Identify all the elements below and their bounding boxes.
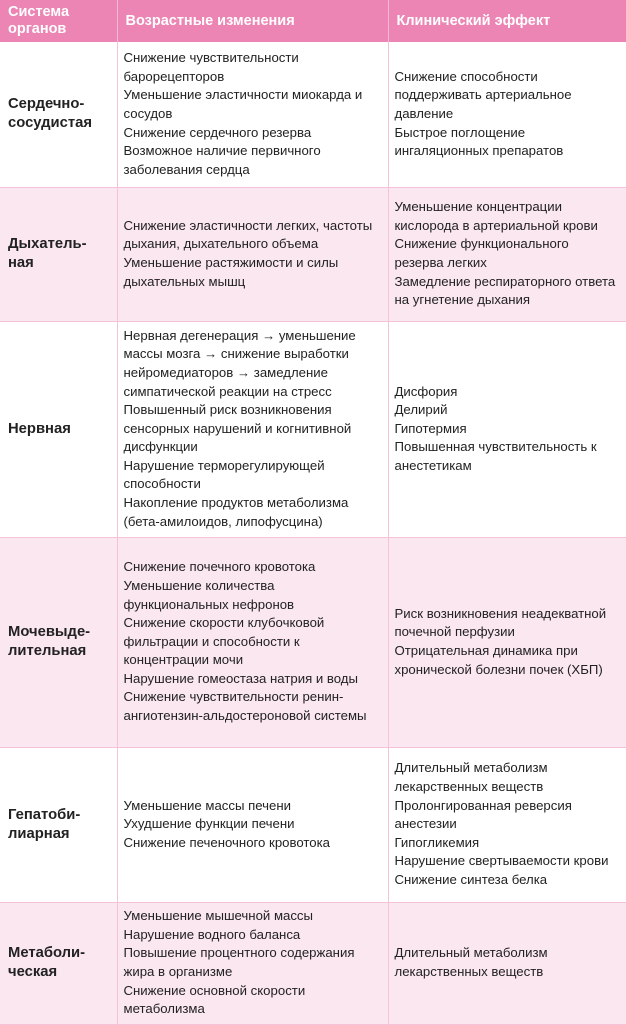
effect-item: Быстрое поглощение ингаляционных препаратов <box>394 124 564 159</box>
effect-item: Дисфория <box>394 383 458 399</box>
change-item: Нервная дегенерация → уменьшение массы мозга → снижение выработки нейромедиаторов → замедление симпатической реакции на стресс <box>123 327 356 399</box>
effects-cell <box>388 321 626 537</box>
header-changes: Возрастные изменения <box>117 0 388 42</box>
system-name: Мочевыде-лительная <box>0 537 117 747</box>
change-item: Снижение основной скорости метаболизма <box>123 982 306 1017</box>
changes-cell <box>117 321 388 537</box>
table-row <box>0 902 626 1024</box>
changes-cell <box>117 42 388 187</box>
effect-item: Делирий <box>394 402 448 418</box>
change-item: Снижение печеночного кровотока <box>123 834 331 850</box>
change-item: Снижение чувствительности ренин-ангиотензин-альдостероновой системы <box>123 689 367 724</box>
changes-cell <box>117 902 388 1024</box>
effect-item: Риск возникновения неадекватной почечной перфузии <box>394 605 607 640</box>
change-item: Уменьшение массы печени <box>123 797 292 813</box>
effect-item: Уменьшение концентрации кислорода в артериальной крови <box>394 199 598 233</box>
header-system: Система органов <box>0 0 117 42</box>
change-item: Повышенный риск возникновения сенсорных нарушений и когнитивной дисфункции <box>123 402 352 455</box>
effects-cell <box>388 42 626 187</box>
effects-cell <box>388 187 626 321</box>
effect-item: Снижение способности поддерживать артериальное давление <box>394 68 572 121</box>
header-row <box>0 0 626 42</box>
system-name: Нервная <box>0 321 117 537</box>
effect-item: Пролонгированная реверсия анестезии <box>394 797 572 832</box>
table-row <box>0 747 626 902</box>
effect-item: Повышенная чувствительность к анестетикам <box>394 439 597 473</box>
system-name: Дыхатель-ная <box>0 187 117 321</box>
change-item: Нарушение гомеостаза натрия и воды <box>123 670 358 686</box>
table-row <box>0 537 626 747</box>
table-row <box>0 42 626 187</box>
changes-cell <box>117 537 388 747</box>
changes-cell <box>117 187 388 321</box>
effect-item: Гипогликемия <box>394 834 480 850</box>
effect-item: Длительный метаболизм лекарственных веществ <box>394 760 548 795</box>
effect-item: Замедление респираторного ответа на угнетение дыхания <box>394 273 616 308</box>
change-item: Снижение скорости клубочковой фильтрации и способности к концентрации мочи <box>123 615 325 668</box>
effect-item: Гипотермия <box>394 420 467 436</box>
system-name: Гепатоби-лиарная <box>0 747 117 902</box>
effect-item: Отрицательная динамика при хронической болезни почек (ХБП) <box>394 643 603 677</box>
change-item: Накопление продуктов метаболизма (бета-амилоидов, липофусцина) <box>123 495 349 529</box>
effects-cell <box>388 537 626 747</box>
change-item: Нарушение терморегулирующей способности <box>123 457 325 492</box>
effect-item: Длительный метаболизм лекарственных веществ <box>394 945 548 979</box>
table-row <box>0 187 626 321</box>
change-item: Повышение процентного содержания жира в организме <box>123 945 355 979</box>
system-name: Сердечно-сосудистая <box>0 42 117 187</box>
change-item: Снижение чувствительности барорецепторов <box>123 50 299 84</box>
table-row <box>0 321 626 537</box>
effects-cell <box>388 747 626 902</box>
header-effects: Клинический эффект <box>388 0 626 42</box>
effect-item: Нарушение свертываемости крови <box>394 853 609 869</box>
change-item: Уменьшение растяжимости и силы дыхательных мышц <box>123 255 339 289</box>
change-item: Возможное наличие первичного заболевания сердца <box>123 143 321 177</box>
change-item: Уменьшение мышечной массы <box>123 908 314 924</box>
change-item: Снижение почечного кровотока <box>123 559 316 575</box>
change-item: Нарушение водного баланса <box>123 926 301 942</box>
change-item: Уменьшение эластичности миокарда и сосудов <box>123 87 363 121</box>
change-item: Снижение сердечного резерва <box>123 124 312 140</box>
change-item: Уменьшение количества функциональных нефронов <box>123 577 295 612</box>
effect-item: Снижение функционального резерва легких <box>394 236 569 270</box>
effect-item: Снижение синтеза белка <box>394 871 548 887</box>
effects-cell <box>388 902 626 1024</box>
change-item: Снижение эластичности легких, частоты дыхания, дыхательного объема <box>123 217 373 252</box>
change-item: Ухудшение функции печени <box>123 816 295 832</box>
system-name: Метаболи-ческая <box>0 902 117 1024</box>
changes-cell <box>117 747 388 902</box>
